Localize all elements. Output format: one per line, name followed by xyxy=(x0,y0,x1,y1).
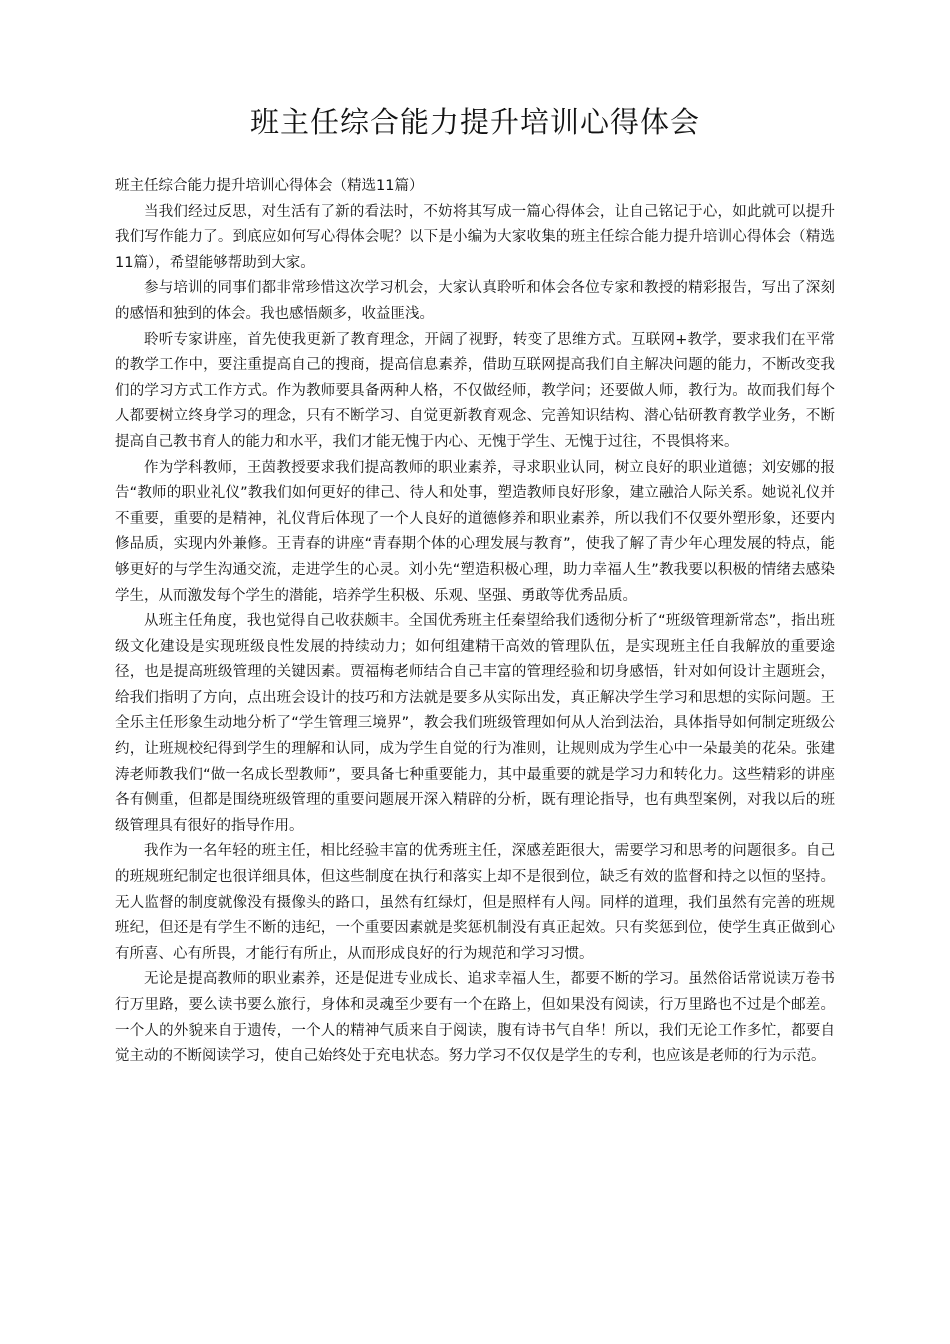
document-body xyxy=(115,174,835,1070)
paragraph: 作为学科教师，王茵教授要求我们提高教师的职业素养，寻求职业认同，树立良好的职业道德；刘安娜的报告“教师的职业礼仪”教我们如何更好的律己、待人和处事，塑造教师良好形象，建立融洽人际关系。她说礼仪并不重要，重要的是精神，礼仪背后体现了一个人良好的道德修养和职业素养，所以我们不仅要外塑形象，还要内修品质，实现内外兼修。王青春的讲座“青春期个体的心理发展与教育”，使我了解了青少年心理发展的特点，能够更好的与学生沟通交流，走进学生的心灵。刘小先“塑造积极心理，助力幸福人生”教我要以积极的情绪去感染学生，从而激发每个学生的潜能，培养学生积极、乐观、坚强、勇敢等优秀品质。 xyxy=(115,459,835,604)
paragraph: 从班主任角度，我也觉得自己收获颇丰。全国优秀班主任秦望给我们透彻分析了“班级管理新常态”，指出班级文化建设是实现班级良性发展的持续动力；如何组建精干高效的管理队伍，是实现班主任自我解放的重要途径，也是提高班级管理的关键因素。贾福梅老师结合自己丰富的管理经验和切身感悟，针对如何设计主题班会，给我们指明了方向，点出班会设计的技巧和方法就是要多从实际出发，真正解决学生学习和思想的实际问题。王全乐主任形象生动地分析了“学生管理三境界”，教会我们班级管理如何从人治到法治，具体指导如何制定班级公约，让班规校纪得到学生的理解和认同，成为学生自觉的行为准则，让规则成为学生心中一朵最美的花朵。张建涛老师教我们“做一名成长型教师”，要具备七种重要能力，其中最重要的就是学习力和转化力。这些精彩的讲座各有侧重，但都是围绕班级管理的重要问题展开深入精辟的分析，既有理论指导，也有典型案例，对我以后的班级管理具有很好的指导作用。 xyxy=(115,613,835,834)
paragraph: 参与培训的同事们都非常珍惜这次学习机会，大家认真聆听和体会各位专家和教授的精彩报告，写出了深刻的感悟和独到的体会。我也感悟颇多，收益匪浅。 xyxy=(115,280,835,322)
document-subtitle: 班主任综合能力提升培训心得体会（精选11篇） xyxy=(115,178,424,194)
paragraph: 聆听专家讲座，首先使我更新了教育理念，开阔了视野，转变了思维方式。互联网+教学，要求我们在平常的教学工作中，要注重提高自己的搜商，提高信息素养，借助互联网提高我们自主解决问题的能力，不断改变我们的学习方式工作方式。作为教师要具备两种人格，不仅做经师，教学问；还要做人师，教行为。故而我们每个人都要树立终身学习的理念，只有不断学习、自觉更新教育观念、完善知识结构、潜心钻研教育教学业务，不断提高自己教书育人的能力和水平，我们才能无愧于内心、无愧于学生、无愧于过往，不畏惧将来。 xyxy=(115,331,835,450)
paragraph: 我作为一名年轻的班主任，相比经验丰富的优秀班主任，深感差距很大，需要学习和思考的问题很多。自己的班规班纪制定也很详细具体，但这些制度在执行和落实上却不是很到位，缺乏有效的监督和持之以恒的坚持。无人监督的制度就像没有摄像头的路口，虽然有红绿灯，但是照样有人闯。同样的道理，我们虽然有完善的班规班纪，但还是有学生不断的违纪，一个重要因素就是奖惩机制没有真正起效。只有奖惩到位，使学生真正做到心有所喜、心有所畏，才能行有所止，从而形成良好的行为规范和学习习惯。 xyxy=(115,843,835,962)
paragraph: 当我们经过反思，对生活有了新的看法时，不妨将其写成一篇心得体会，让自己铭记于心，如此就可以提升我们写作能力了。到底应如何写心得体会呢？以下是小编为大家收集的班主任综合能力提升培训心得体会（精选11篇），希望能够帮助到大家。 xyxy=(115,203,835,271)
paragraph: 无论是提高教师的职业素养，还是促进专业成长、追求幸福人生，都要不断的学习。虽然俗话常说读万卷书行万里路，要么读书要么旅行，身体和灵魂至少要有一个在路上，但如果没有阅读，行万里路也不过是个邮差。一个人的外貌来自于遗传，一个人的精神气质来自于阅读，腹有诗书气自华！所以，我们无论工作多忙，都要自觉主动的不断阅读学习，使自己始终处于充电状态。努力学习不仅仅是学生的专利，也应该是老师的行为示范。 xyxy=(115,971,835,1065)
document-title: 班主任综合能力提升培训心得体会 xyxy=(249,105,700,139)
